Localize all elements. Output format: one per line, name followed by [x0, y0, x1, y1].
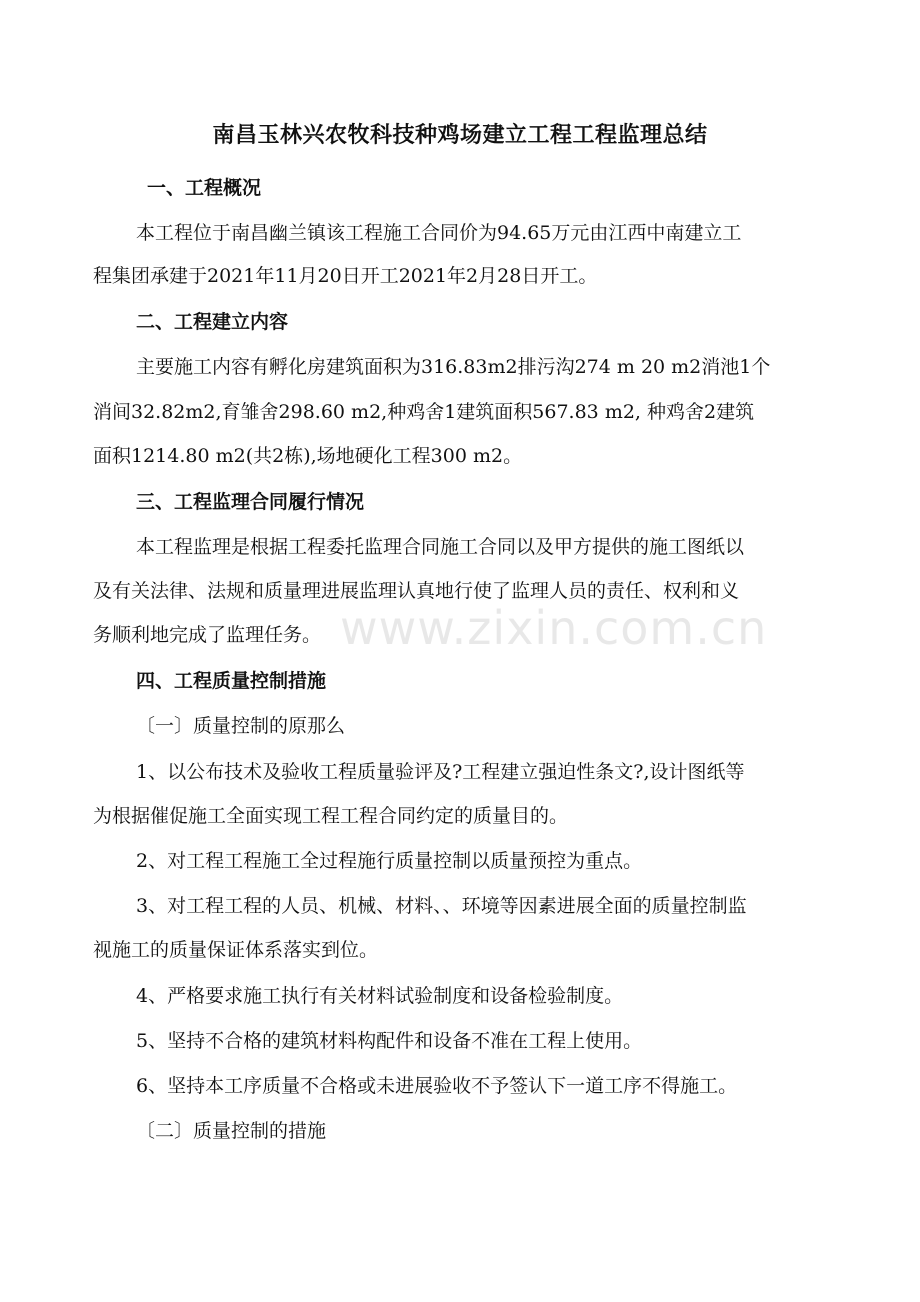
- section-2-heading: 二、工程建立内容: [136, 311, 289, 333]
- section-2-paragraph-line: 面积1214.80 m2(共2栋),场地硬化工程300 m2。: [93, 445, 523, 467]
- list-item-line: 5、坚持不合格的建筑材料构配件和设备不准在工程上使用。: [136, 1030, 643, 1052]
- section-1-paragraph-line: 本工程位于南昌幽兰镇该工程施工合同价为94.65万元由江西中南建立工: [136, 222, 742, 244]
- section-2-paragraph-line: 主要施工内容有孵化房建筑面积为316.83m2排污沟274 m 20 m2消池1个: [136, 356, 771, 378]
- list-item-line: 1、以公布技术及验收工程质量验评及?工程建立强迫性条文?,设计图纸等: [136, 761, 745, 783]
- list-item-line: 为根据催促施工全面实现工程工程合同约定的质量目的。: [93, 805, 569, 827]
- list-item-line: 2、对工程工程施工全过程施行质量控制以质量预控为重点。: [136, 850, 643, 872]
- document-title: 南昌玉林兴农牧科技种鸡场建立工程工程监理总结: [212, 123, 708, 148]
- section-3-paragraph-line: 务顺利地完成了监理任务。: [93, 624, 322, 646]
- section-3-heading: 三、工程监理合同履行情况: [136, 491, 365, 513]
- list-item-line: 3、对工程工程的人员、机械、材料、、环境等因素进展全面的质量控制监: [136, 895, 747, 917]
- section-1-paragraph-line: 程集团承建于2021年11月20日开工2021年2月28日开工。: [93, 265, 598, 287]
- list-item-line: 视施工的质量保证体系落实到位。: [93, 939, 379, 961]
- section-2-paragraph-line: 消间32.82m2,育雏舍298.60 m2,种鸡舍1建筑面积567.83 m2, 种鸡舍2建筑: [93, 401, 755, 423]
- section-3-paragraph-line: 及有关法律、法规和质量理进展监理认真地行使了监理人员的责任、权利和义: [93, 580, 740, 602]
- subsection-heading: 〔二〕质量控制的措施: [136, 1120, 327, 1142]
- list-item-line: 6、坚持本工序质量不合格或未进展验收不予签认下一道工序不得施工。: [136, 1075, 738, 1097]
- section-3-paragraph-line: 本工程监理是根据工程委托监理合同施工合同以及甲方提供的施工图纸以: [136, 536, 745, 558]
- watermark: www.zixin.com.cn: [340, 601, 768, 655]
- section-4-heading: 四、工程质量控制措施: [136, 670, 327, 692]
- list-item-line: 4、严格要求施工执行有关材料试验制度和设备检验制度。: [136, 985, 624, 1007]
- section-1-heading: 一、工程概况: [147, 177, 262, 199]
- subsection-heading: 〔一〕质量控制的原那么: [136, 715, 346, 737]
